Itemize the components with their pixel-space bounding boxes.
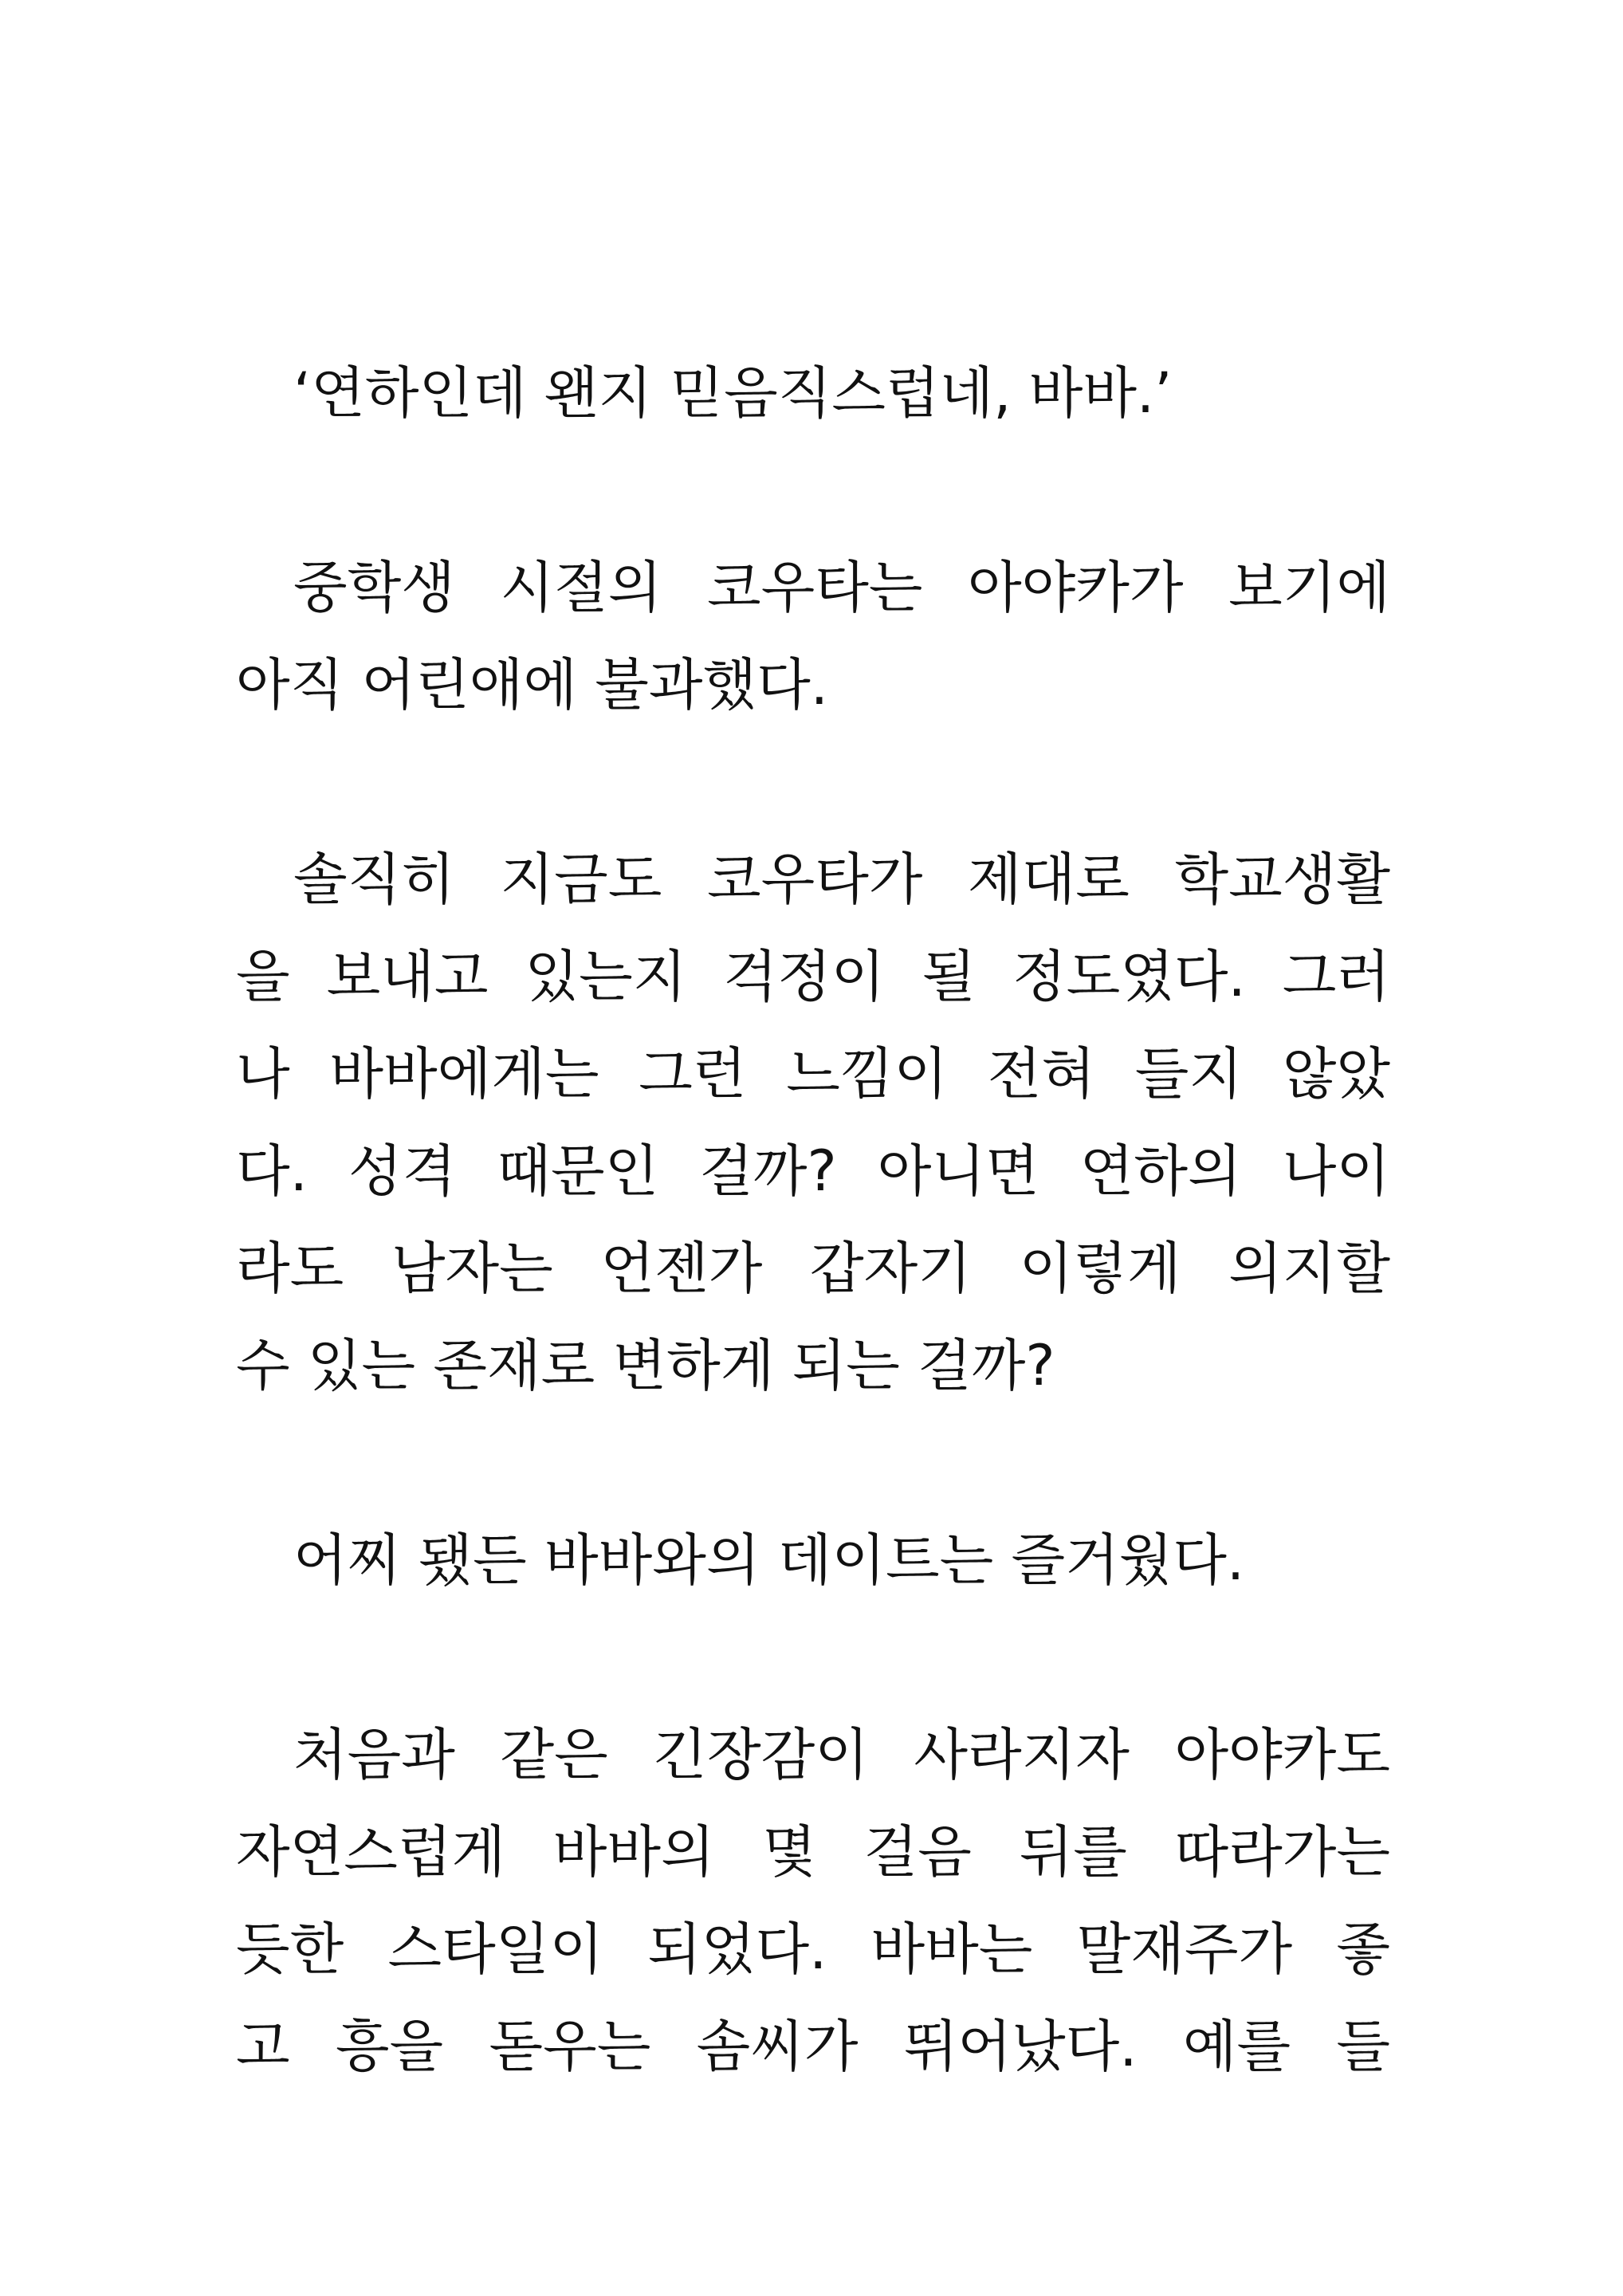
text-line: 나 바바에게는 그런 느낌이 전혀 들지 않았	[236, 1041, 1390, 1107]
paragraph-1	[236, 344, 1390, 442]
text-line: 다. 성격 때문인 걸까? 아니면 연하의 나이	[236, 1138, 1390, 1204]
body-text	[236, 344, 1390, 2095]
text-line: 수 있는 존재로 변하게 되는 걸까?	[236, 1333, 1055, 1398]
text-line: 솔직히 지금도 코우타가 제대로 학교생활	[293, 847, 1390, 912]
paragraph-gap	[236, 442, 1390, 539]
text-line: 라도 남자는 언젠가 갑자기 이렇게 의지할	[236, 1236, 1390, 1301]
text-line: 어찌 됐든 바바와의 데이트는 즐거웠다.	[293, 1527, 1245, 1593]
text-line: 듯한 스타일이 되었다. 바바는 말재주가 좋	[236, 1917, 1390, 1982]
text-line: 자연스럽게 바바의 몇 걸음 뒤를 따라가는	[236, 1819, 1390, 1885]
paragraph-5	[236, 1706, 1390, 2095]
paragraph-gap	[236, 733, 1390, 831]
paragraph-4	[236, 1512, 1390, 1609]
text-line: 아직 어린애에 불과했다.	[236, 652, 828, 718]
text-line: 중학생 시절의 코우타는 아야카가 보기에	[293, 555, 1390, 620]
paragraph-gap	[236, 1414, 1390, 1512]
text-line: 고 흥을 돋우는 솜씨가 뛰어났다. 예를 들	[236, 2014, 1390, 2079]
text-line: ‘연하인데 왠지 믿음직스럽네, 바바.’	[293, 360, 1173, 426]
text-line: 처음과 같은 긴장감이 사라지자 아야카도	[293, 1722, 1390, 1787]
paragraph-gap	[236, 1609, 1390, 1706]
paragraph-2	[236, 539, 1390, 733]
paragraph-3	[236, 831, 1390, 1414]
text-line: 을 보내고 있는지 걱정이 될 정도였다. 그러	[236, 944, 1390, 1009]
